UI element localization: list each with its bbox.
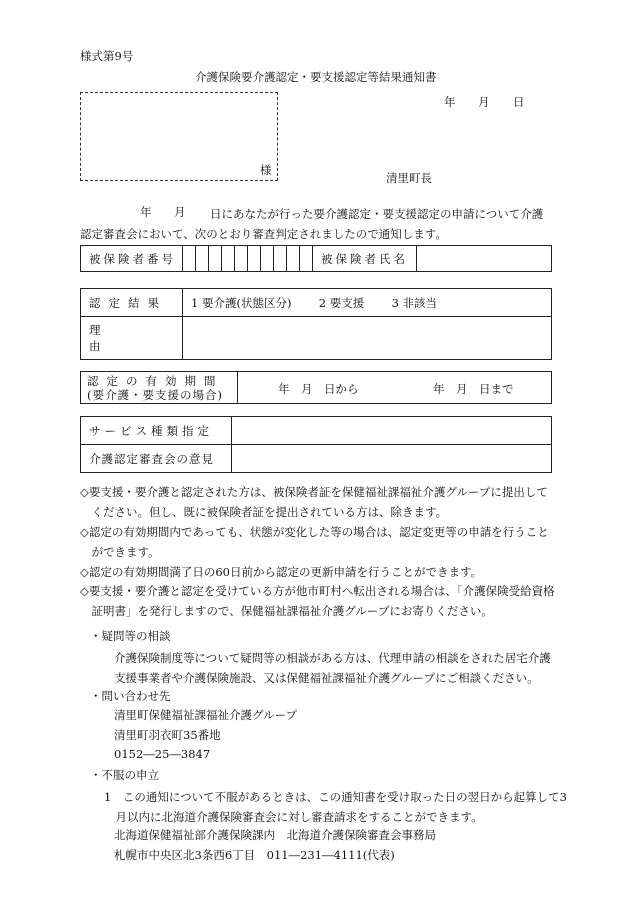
intro-month: 月 [174,205,186,219]
result-option-care[interactable]: 1 要介護(状態区分) [191,295,292,310]
note-item: ◇認定の有効期間内であっても、状態が変化した等の場合は、認定変更等の申請を行うことができます。 [80,525,549,559]
appeal-heading: ・不服の申立 [90,768,159,782]
validity-from: 年 月 日から [278,382,359,396]
validity-period-table [80,371,552,404]
result-table [80,288,552,360]
contact-phone: 0152―25―3847 [114,747,211,761]
reason-label: 理由 [81,317,183,360]
insured-number-cell[interactable] [248,246,261,272]
consult-heading: ・疑問等の相談 [90,629,171,643]
consult-text: 介護保険制度等について疑問等の相談がある方は、代理申請の相談をされた居宅介護支援事業者や介護保険施設、又は保健福祉課福祉介護グループにご相談ください。 [114,651,551,685]
reason-field[interactable] [183,317,552,360]
insured-number-cell[interactable] [274,246,287,272]
insured-number-cell[interactable] [261,246,274,272]
insured-name-label: 被保険者氏名 [313,246,417,272]
validity-period-field[interactable] [238,372,552,404]
result-option-support[interactable]: 2 要支援 [318,295,365,310]
insured-number-cell[interactable] [196,246,209,272]
date-year: 年 [444,95,456,109]
addressee-suffix: 様 [260,163,272,177]
date-month: 月 [478,95,490,109]
service-type-field[interactable] [232,417,552,445]
contact-heading: ・問い合わせ先 [90,689,171,703]
insured-info-table [80,245,552,272]
intro-text: 日にあなたが行った要介護認定・要支援認定の申請について介護認定審査会において、次のとおり審査判定されましたので通知します。 [80,207,544,241]
insured-number-label: 被保険者番号 [81,246,183,272]
insured-number-cell[interactable] [183,246,196,272]
insured-number-cell[interactable] [235,246,248,272]
result-label: 認定結果 [81,289,183,317]
insured-number-cell[interactable] [287,246,300,272]
service-type-label: サービス種類指定 [81,417,232,445]
insured-number-cell[interactable] [300,246,313,272]
review-board-opinion-label: 介護認定審査会の意見 [81,445,232,473]
review-board-opinion-field[interactable] [232,445,552,473]
form-number: 様式第9号 [80,49,134,63]
insured-name-field[interactable] [417,246,552,272]
appeal-text: 1 この通知について不服があるときは、この通知書を受け取った日の翌日から起算して3月以内に北海道介護保険審査会に対し審査請求をすることができます。 [104,790,567,824]
result-options[interactable] [183,289,552,317]
validity-period-label-cell [81,372,238,404]
service-opinion-table [80,416,552,473]
validity-period-label: 認定の有効期間 [87,373,224,388]
intro-year: 年 [140,205,152,219]
insured-number-cell[interactable] [222,246,235,272]
result-option-not-applicable[interactable]: 3 非該当 [391,295,438,310]
validity-period-sublabel: (要介護・要支援の場合) [87,387,223,402]
issuer-name: 清里町長 [386,171,432,185]
note-item: ◇認定の有効期間満了日の60日前から認定の更新申請を行うことができます。 [80,565,483,579]
contact-org: 清里町保健福祉課福祉介護グループ [114,708,298,722]
addressee-box[interactable] [80,92,278,181]
note-item: ◇要支援・要介護と認定を受けている方が他市町村へ転出される場合は、「介護保険受給資格証明書」を発行しますので、保健福祉課福祉介護グループにお寄りください。 [80,584,555,618]
note-item: ◇要支援・要介護と認定された方は、被保険者証を保健福祉課福祉介護グループに提出してください。但し、既に被保険者証を提出されている方は、除きます。 [80,485,548,519]
date-day: 日 [513,95,525,109]
appeal-org: 北海道保健福祉部介護保険課内 北海道介護保険審査会事務局 [114,828,436,842]
contact-address: 清里町羽衣町35番地 [114,728,221,742]
document-title: 介護保険要介護認定・要支援認定等結果通知書 [195,70,437,84]
insured-number-cell[interactable] [209,246,222,272]
validity-to: 年 月 日まで [433,382,514,396]
appeal-address: 札幌市中央区北3条西6丁目 011―231―4111(代表) [114,848,395,862]
